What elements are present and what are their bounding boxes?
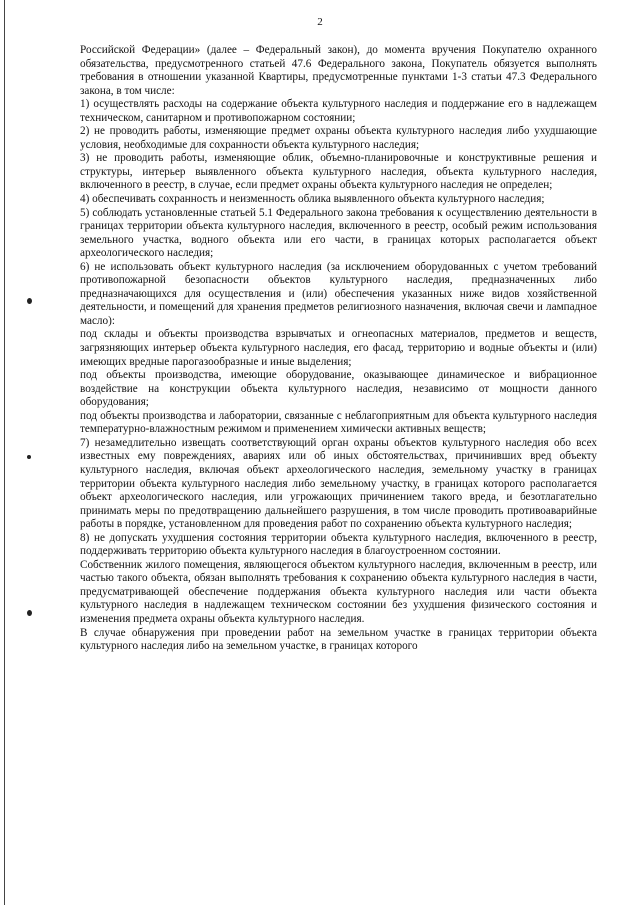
page-number: 2 [317,16,323,28]
document-body [80,44,597,654]
paragraph-discovery-case: В случае обнаружения при проведении работ на земельном участке в границах территории объекта культурного наследия либо на земельном участке, в границах которого [80,626,597,653]
paragraph-item-1: 1) осуществлять расходы на содержание объекта культурного наследия и поддержание его в надлежащем техническом, санитарном и противопожарном состоянии; [80,98,597,124]
paragraph-item-6: 6) не использовать объект культурного наследия (за исключением оборудованных с учетом требований противопожарной безопасности объектов культурного наследия, предназначенных либо предназначающихся для осуществления и (или) обеспечения указанных ниже видов хозяйственной деятельности, и помещений для хранения предметов религиозного назначения, включая свечи и лампадное масло): [80,260,597,327]
scan-hole-mark [27,298,32,304]
paragraph-owner-obligations: Собственник жилого помещения, являющегося объектом культурного наследия, включенным в реестр, или частью такого объекта, обязан выполнять требования к сохранению объекта культурного наследия в части, предусматривающей обеспечение поддержания объекта культурного наследия или части объекта культурного наследия в надлежащем техническом состоянии без ухудшения физического состояния и изменения предмета охраны объекта культурного наследия. [80,558,597,625]
paragraph-item-6-warehouses: под склады и объекты производства взрывчатых и огнеопасных материалов, предметов и веществ, загрязняющих интерьер объекта культурного наследия, его фасад, территорию и водные объекты и (или) имеющих вредные парогазообразные и иные выделения; [80,328,597,368]
paragraph-item-2: 2) не проводить работы, изменяющие предмет охраны объекта культурного наследия либо ухудшающие условия, необходимые для сохранности объекта культурного наследия; [80,125,597,151]
scan-edge-line [4,0,5,905]
paragraph-item-4: 4) обеспечивать сохранность и неизменность облика выявленного объекта культурного наследия; [80,193,545,206]
paragraph-item-3: 3) не проводить работы, изменяющие облик, объемно-планировочные и конструктивные решения и структуры, интерьер выявленного объекта культурного наследия, объекта культурного наследия, включенного в реестр, в случае, если предмет охраны объекта культурного наследия не определен; [80,152,597,192]
scan-hole-mark [27,455,31,459]
paragraph-item-8: 8) не допускать ухудшения состояния территории объекта культурного наследия, включенного в реестр, поддерживать территорию объекта культурного наследия в благоустроенном состоянии. [80,531,597,558]
paragraph-item-6-production: под объекты производства, имеющие оборудование, оказывающее динамическое и вибрационное воздействие на конструкции объекта культурного наследия, независимо от мощности данного оборудования; [80,369,597,409]
paragraph-intro: Российской Федерации» (далее – Федеральный закон), до момента вручения Покупателю охранного обязательства, предусмотренного статьей 47.6 Федерального закона, Покупатель обязуется выполнять требования в отношении указанной Квартиры, предусмотренные пунктами 1-3 статьи 47.3 Федерального закона, в том числе: [80,44,597,97]
scan-hole-mark [27,610,32,616]
paragraph-item-5: 5) соблюдать установленные статьей 5.1 Федерального закона требования к осуществлению деятельности в границах территории объекта культурного наследия, включенного в реестр, особый режим использования земельного участка, водного объекта или его части, в границах которых располагается объект археологического наследия; [80,206,597,260]
paragraph-item-6-laboratories: под объекты производства и лаборатории, связанные с неблагоприятным для объекта культурного наследия температурно-влажностным режимом и применением химически активных веществ; [80,409,597,436]
paragraph-item-7: 7) незамедлительно извещать соответствующий орган охраны объектов культурного наследия обо всех известных ему повреждениях, авариях или об иных обстоятельствах, причинивших вред объекту культурного наследия, включая объект археологического наследия, земельному участку в границах территории объекта культурного наследия либо земельному участку, в границах которого располагается объект археологического наследия, или угрожающих причинением такого вреда, и безотлагательно принимать меры по предотвращению дальнейшего разрушения, в том числе проводить противоаварийные работы в порядке, установленном для проведения работ по сохранению объекта культурного наследия; [80,436,597,531]
